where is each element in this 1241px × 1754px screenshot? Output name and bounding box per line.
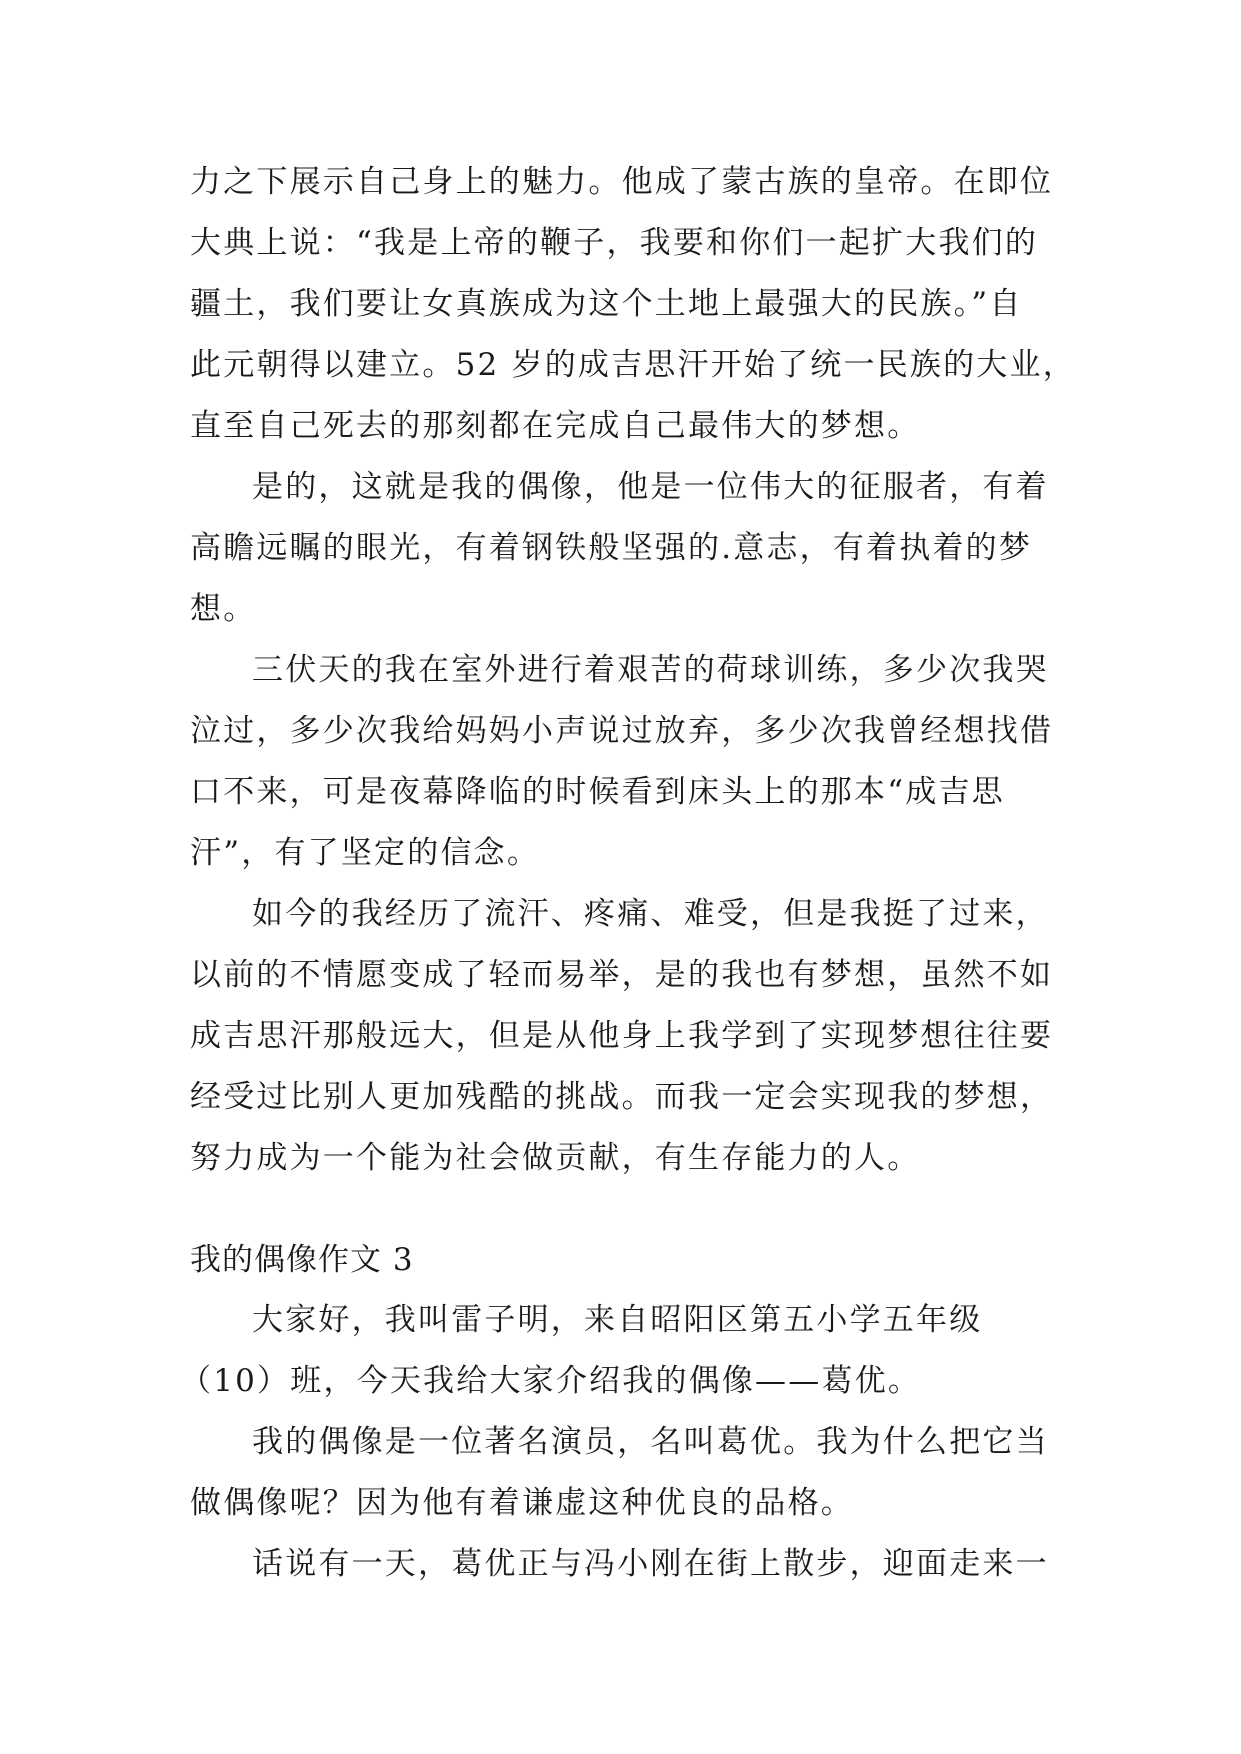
paragraph-line: 如今的我经历了流汗、疼痛、难受，但是我挺了过来， (252, 896, 1049, 932)
paragraph-line: 话说有一天，葛优正与冯小刚在街上散步，迎面走来一 (252, 1546, 1049, 1582)
paragraph-line: 汗”，有了坚定的信念。 (190, 835, 541, 871)
paragraph-line: 努力成为一个能为社会做贡献，有生存能力的人。 (190, 1140, 921, 1176)
paragraph-line: 经受过比别人更加残酷的挑战。而我一定会实现我的梦想， (190, 1079, 1054, 1115)
paragraph-line: 力之下展示自己身上的魅力。他成了蒙古族的皇帝。在即位 (190, 164, 1054, 200)
paragraph-line: 成吉思汗那般远大，但是从他身上我学到了实现梦想往往要 (190, 1018, 1054, 1054)
paragraph-line: 三伏天的我在室外进行着艰苦的荷球训练，多少次我哭 (252, 652, 1049, 688)
paragraph-line: 想。 (190, 591, 257, 627)
paragraph-line: 此元朝得以建立。52 岁的成吉思汗开始了统一民族的大业， (190, 347, 1076, 383)
paragraph-line: 做偶像呢？因为他有着谦虚这种优良的品格。 (190, 1485, 854, 1521)
paragraph-line: 疆土，我们要让女真族成为这个土地上最强大的民族。”自 (190, 286, 1023, 322)
paragraph-line: 高瞻远瞩的眼光，有着钢铁般坚强的.意志，有着执着的梦 (190, 530, 1033, 566)
paragraph-line: 大典上说：“我是上帝的鞭子，我要和你们一起扩大我们的 (190, 225, 1039, 261)
paragraph-line: 大家好，我叫雷子明，来自昭阳区第五小学五年级 (252, 1302, 983, 1338)
section-heading: 我的偶像作文 3 (190, 1242, 414, 1278)
paragraph-line: 我的偶像是一位著名演员，名叫葛优。我为什么把它当 (252, 1424, 1049, 1460)
paragraph-line: 泣过，多少次我给妈妈小声说过放弃，多少次我曾经想找借 (190, 713, 1054, 749)
paragraph-line: 直至自己死去的那刻都在完成自己最伟大的梦想。 (190, 408, 921, 444)
paragraph-line: 口不来，可是夜幕降临的时候看到床头上的那本“成吉思 (190, 774, 1005, 810)
paragraph-line: 是的，这就是我的偶像，他是一位伟大的征服者，有着 (252, 469, 1049, 505)
paragraph-line: 以前的不情愿变成了轻而易举，是的我也有梦想，虽然不如 (190, 957, 1054, 993)
paragraph-line: （10）班，今天我给大家介绍我的偶像——葛优。 (180, 1363, 922, 1399)
